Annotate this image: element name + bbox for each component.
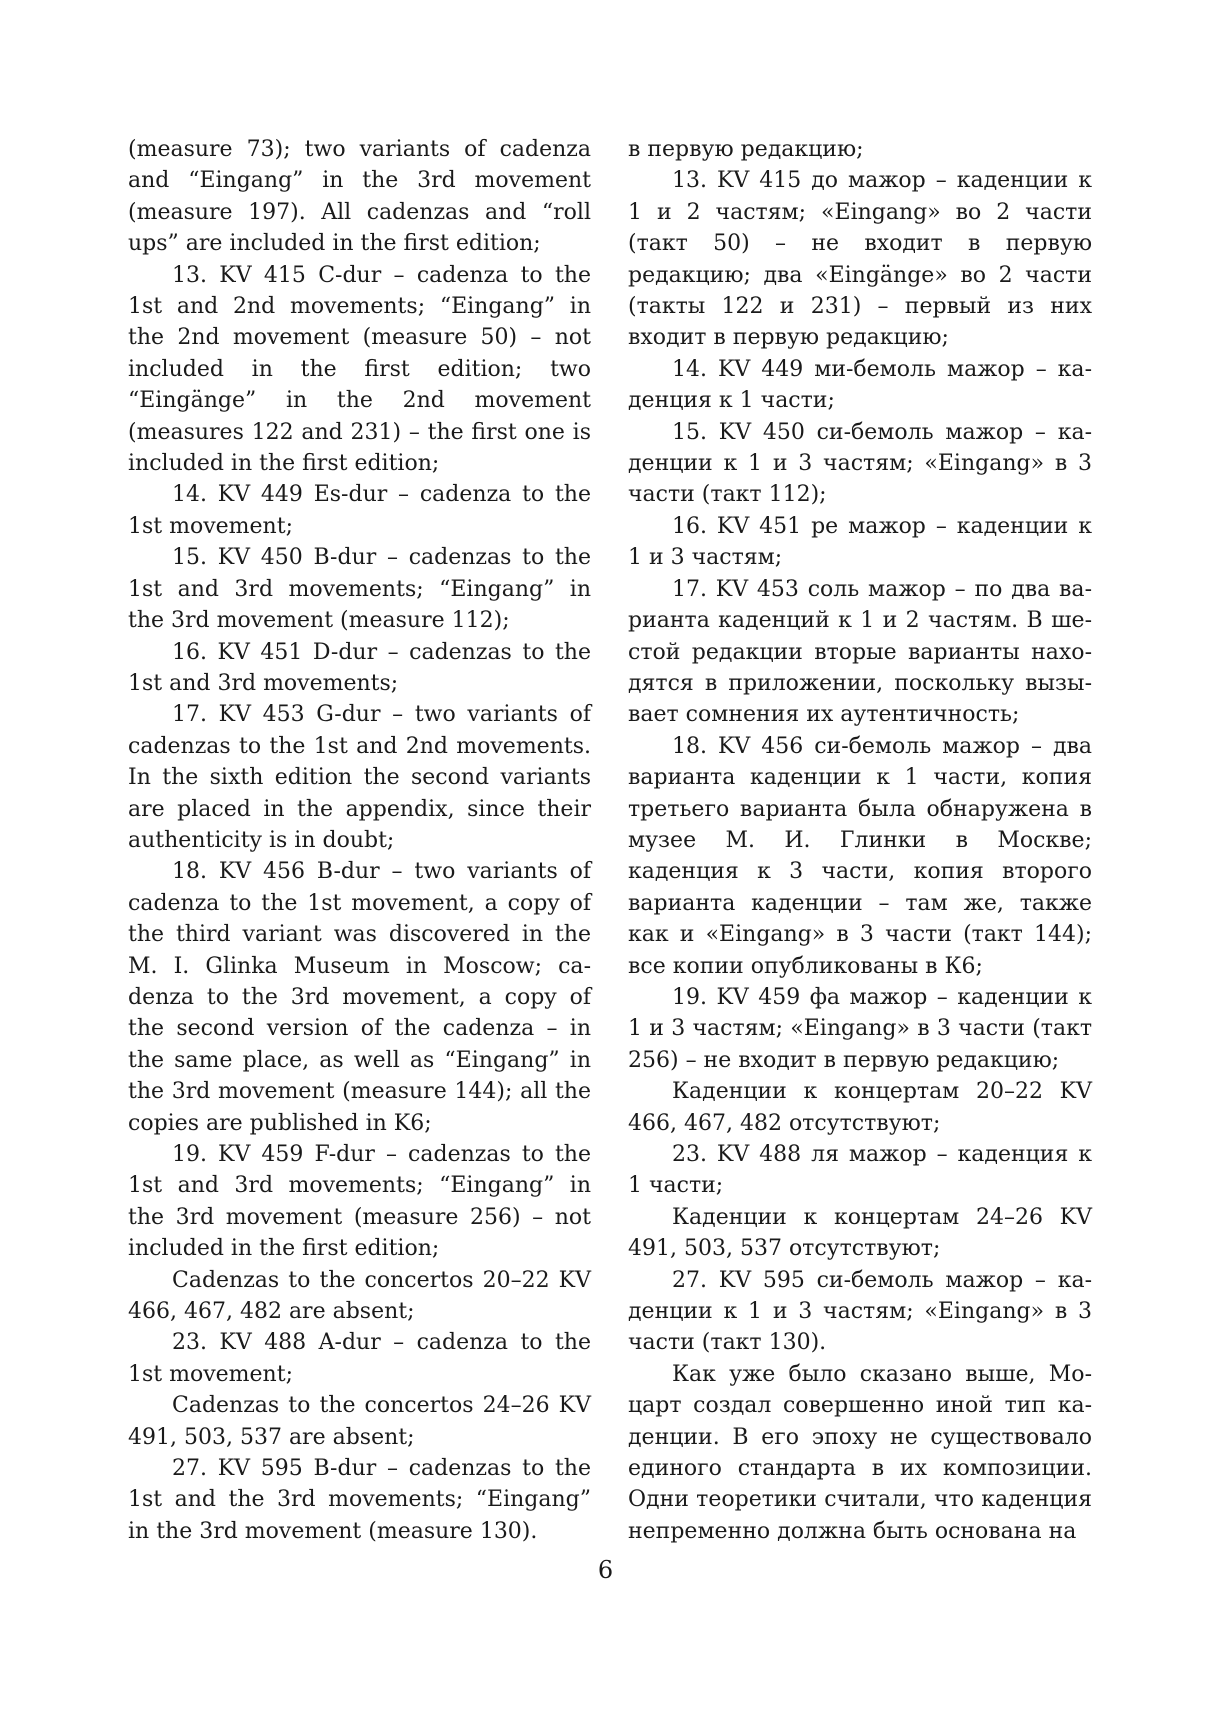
- right-column-russian: [628, 134, 1092, 1547]
- paragraph-kv450: 15. KV 450 B-dur – cadenzas to the 1st and 3rd movements; “Eingang” in the 3rd movement (measure 112);: [128, 545, 591, 634]
- left-column-english: [128, 134, 591, 1547]
- paragraph-kv451: 16. KV 451 D-dur – cadenzas to the 1st and 3rd movements;: [128, 639, 591, 696]
- paragraph-kv456: 18. KV 456 си-бемоль мажор – два варианта каденции к 1 части, копия третьего варианта была обнаружена в музее М. И. Глинки в Москве; каденция к 3 части, копия второго варианта каденции – там же, также как и «Eingang» в 3 части (такт 144); все копии опубликованы в К6;: [628, 733, 1092, 979]
- paragraph-kv459: 19. KV 459 F-dur – cadenzas to the 1st and 3rd movements; “Eingang” in the 3rd movement (measure 256) – not included in the first edition;: [128, 1142, 591, 1262]
- paragraph-kv488: 23. KV 488 A-dur – cadenza to the 1st movement;: [128, 1330, 591, 1387]
- paragraph-continuation: (measure 73); two variants of cadenza and “Eingang” in the 3rd movement (measure 197). All cadenzas and “roll ups” are included in the first edition;: [128, 137, 591, 257]
- paragraph-concertos-24-26: Cadenzas to the concertos 24–26 KV 491, 503, 537 are absent;: [128, 1393, 591, 1450]
- paragraph-kv451: 16. KV 451 ре мажор – каденции к 1 и 3 частям;: [628, 513, 1092, 571]
- paragraph-kv488: 23. KV 488 ля мажор – каденция к 1 части;: [628, 1142, 1092, 1199]
- paragraph-kv453: 17. KV 453 G-dur – two variants of cadenzas to the 1st and 2nd movements. In the sixth edition the second variants are placed in the appendix, since their authenticity is in doubt;: [128, 702, 591, 853]
- paragraph-mozart-cadenza-type: Как уже было сказано выше, Моцарт создал совершенно иной тип каденции. В его эпоху не существовало единого стандарта в их композиции. Одни теоретики считали, что каденция непременно должна быть основана на: [628, 1361, 1092, 1544]
- paragraph-kv415: 13. KV 415 C-dur – cadenza to the 1st and 2nd movements; “Eingang” in the 2nd movement (measure 50) – not included in the first edition; two “Eingänge” in the 2nd movement (measures 122 and 231) – the first one is included in the first edition;: [128, 262, 591, 477]
- paragraph-continuation: в первую редакцию;: [628, 137, 864, 162]
- paragraph-concertos-20-22: Каденции к концертам 20–22 KV 466, 467, 482 отсутствуют;: [628, 1079, 1092, 1136]
- page-number: 6: [597, 1556, 614, 1584]
- paragraph-kv415: 13. KV 415 до мажор – каденции к 1 и 2 частям; «Eingang» во 2 части (такт 50) – не входит в первую редакцию; два «Eingänge» во 2 части (такты 122 и 231) – первый из них входит в первую редакцию;: [628, 168, 1092, 351]
- paragraph-concertos-20-22: Cadenzas to the concertos 20–22 KV 466, 467, 482 are absent;: [128, 1267, 591, 1325]
- paragraph-kv456: 18. KV 456 B-dur – two variants of cadenza to the 1st movement, a copy of the third variant was discovered in the M. I. Glinka Museum in Moscow; cadenza to the 3rd movement, a copy of the second version of the cadenza – in the same place, as well as “Eingang” in the 3rd movement (measure 144); all the copies are published in K6;: [128, 859, 591, 1136]
- paragraph-kv595: 27. KV 595 B-dur – cadenzas to the 1st and the 3rd movements; “Eingang” in the 3rd movement (measure 130).: [128, 1456, 591, 1544]
- paragraph-kv595: 27. KV 595 си-бемоль мажор – каденции к 1 и 3 частям; «Eingang» в 3 части (такт 130).: [628, 1267, 1092, 1356]
- paragraph-kv453: 17. KV 453 соль мажор – по два варианта каденций к 1 и 2 частям. В шестой редакции вторые варианты находятся в приложении, поскольку вызывает сомнения их аутентичность;: [628, 576, 1092, 728]
- paragraph-kv459: 19. KV 459 фа мажор – каденции к 1 и 3 частям; «Eingang» в 3 части (такт 256) – не входит в первую редакцию;: [628, 984, 1092, 1073]
- paragraph-kv449: 14. KV 449 ми-бемоль мажор – каденция к 1 части;: [628, 356, 1092, 414]
- paragraph-kv450: 15. KV 450 си-бемоль мажор – каденции к 1 и 3 частям; «Eingang» в 3 части (такт 112);: [628, 419, 1092, 508]
- paragraph-kv449: 14. KV 449 Es-dur – cadenza to the 1st movement;: [128, 482, 591, 539]
- paragraph-concertos-24-26: Каденции к концертам 24–26 KV 491, 503, 537 отсутствуют;: [628, 1204, 1092, 1262]
